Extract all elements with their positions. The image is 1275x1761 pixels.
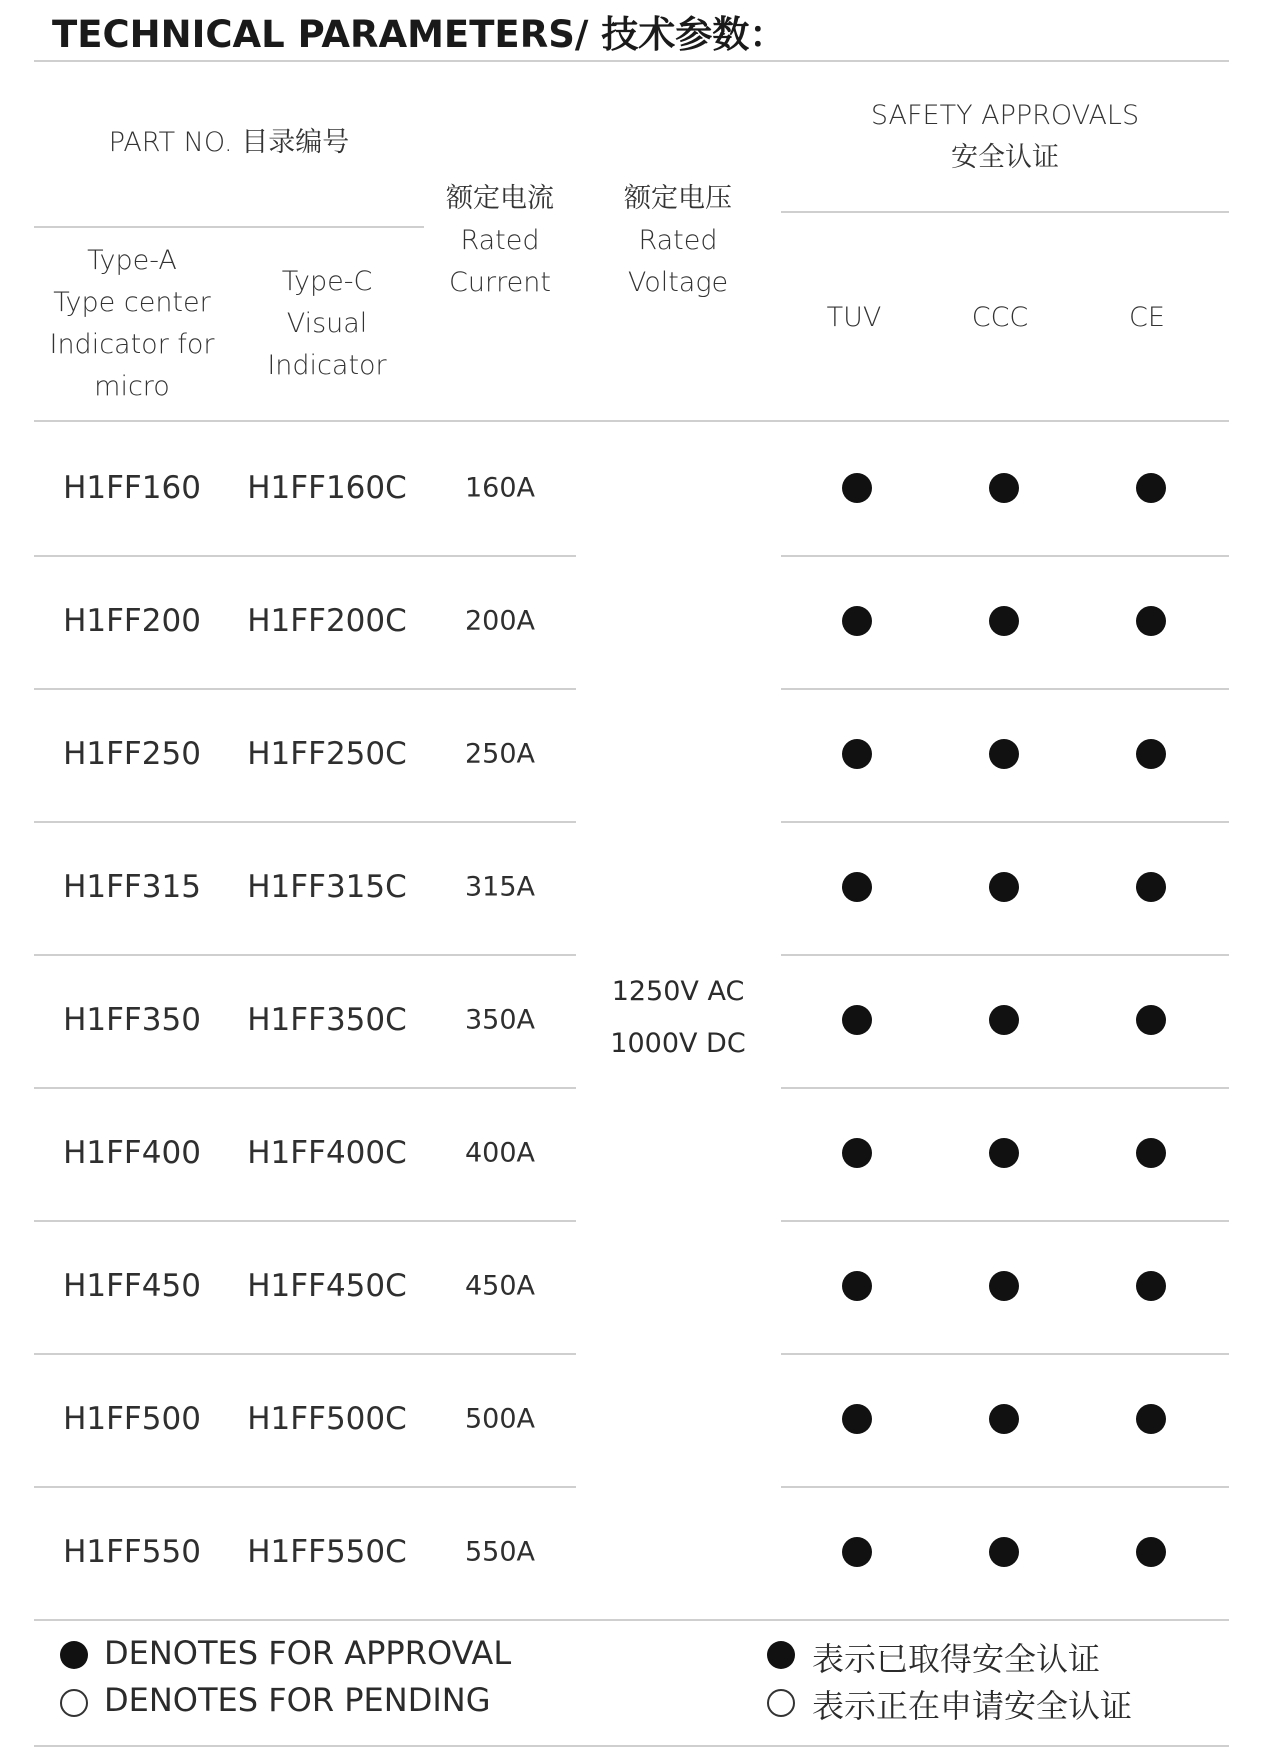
type-c-part-no: H1FF500C	[247, 1401, 407, 1437]
ccc-approval-dot-icon	[989, 1138, 1019, 1168]
ccc-approval-dot-icon	[989, 473, 1019, 503]
ccc-approval-dot-icon	[989, 1537, 1019, 1567]
ccc-approval-dot-icon	[989, 739, 1019, 769]
tuv-approval-dot-icon	[842, 1537, 872, 1567]
row-divider	[34, 1220, 576, 1222]
row-divider	[34, 1619, 1229, 1621]
ce-approval-dot-icon	[1136, 1138, 1166, 1168]
rated-current-value: 315A	[464, 871, 536, 903]
type-c-part-no: H1FF400C	[247, 1135, 407, 1171]
rated-current-value: 200A	[464, 605, 536, 637]
pending-circle-icon	[767, 1689, 795, 1717]
row-divider	[781, 1353, 1229, 1355]
tuv-approval-dot-icon	[842, 872, 872, 902]
legend-approved-cn: 表示已取得安全认证	[812, 1640, 1101, 1678]
safety-approvals-header: SAFETY APPROVALS 安全认证	[870, 100, 1140, 173]
ccc-approval-dot-icon	[989, 1271, 1019, 1301]
part-no-rule	[34, 226, 424, 228]
type-a-part-no: H1FF200	[63, 603, 201, 639]
ce-approval-dot-icon	[1136, 1271, 1166, 1301]
row-divider	[781, 1087, 1229, 1089]
row-divider	[34, 1486, 576, 1488]
rated-current-value: 550A	[464, 1536, 536, 1568]
ce-approval-dot-icon	[1136, 739, 1166, 769]
ce-approval-dot-icon	[1136, 872, 1166, 902]
row-divider	[34, 1087, 576, 1089]
part-no-header: PART NO. 目录编号	[108, 127, 350, 158]
row-divider	[34, 555, 576, 557]
bottom-rule	[34, 1745, 1229, 1747]
approved-dot-icon	[60, 1641, 88, 1669]
row-divider	[781, 1486, 1229, 1488]
type-c-part-no: H1FF250C	[247, 736, 407, 772]
safety-rule	[781, 211, 1229, 213]
tuv-header: TUV	[826, 302, 882, 333]
type-c-part-no: H1FF160C	[247, 470, 407, 506]
header-bottom-rule	[34, 420, 1229, 422]
tuv-approval-dot-icon	[842, 1404, 872, 1434]
row-divider	[34, 821, 576, 823]
type-c-part-no: H1FF450C	[247, 1268, 407, 1304]
ccc-approval-dot-icon	[989, 1005, 1019, 1035]
type-c-part-no: H1FF350C	[247, 1002, 407, 1038]
pending-circle-icon	[60, 1689, 88, 1717]
rated-current-header: 额定电流 Rated Current	[446, 183, 554, 298]
row-divider	[34, 688, 576, 690]
ce-header: CE	[1129, 302, 1165, 333]
legend-pending-cn: 表示正在申请安全认证	[812, 1687, 1133, 1725]
rated-voltage-header: 额定电压 Rated Voltage	[624, 183, 732, 298]
row-divider	[781, 1220, 1229, 1222]
legend-pending-en: DENOTES FOR PENDING	[104, 1681, 491, 1719]
row-divider	[781, 688, 1229, 690]
rated-current-value: 500A	[464, 1403, 536, 1435]
ccc-approval-dot-icon	[989, 606, 1019, 636]
tuv-approval-dot-icon	[842, 1005, 872, 1035]
ce-approval-dot-icon	[1136, 473, 1166, 503]
row-divider	[781, 555, 1229, 557]
row-divider	[34, 954, 576, 956]
rated-current-value: 350A	[464, 1004, 536, 1036]
type-a-header: Type-A Type center Indicator for micro	[49, 245, 215, 402]
tuv-approval-dot-icon	[842, 739, 872, 769]
row-divider	[34, 1353, 576, 1355]
type-a-part-no: H1FF450	[63, 1268, 201, 1304]
tuv-approval-dot-icon	[842, 1138, 872, 1168]
rated-current-value: 450A	[464, 1270, 536, 1302]
row-divider	[781, 954, 1229, 956]
approved-dot-icon	[767, 1641, 795, 1669]
ce-approval-dot-icon	[1136, 1005, 1166, 1035]
tuv-approval-dot-icon	[842, 606, 872, 636]
type-c-header: Type-C Visual Indicator	[267, 266, 387, 381]
type-c-part-no: H1FF200C	[247, 603, 407, 639]
type-a-part-no: H1FF315	[63, 869, 201, 905]
title-rule	[34, 60, 1229, 62]
page-title: TECHNICAL PARAMETERS/ 技术参数：	[52, 13, 787, 56]
rated-current-value: 250A	[464, 738, 536, 770]
ccc-header: CCC	[971, 302, 1029, 333]
legend-approved-en: DENOTES FOR APPROVAL	[104, 1634, 512, 1672]
type-a-part-no: H1FF250	[63, 736, 201, 772]
row-divider	[781, 821, 1229, 823]
tuv-approval-dot-icon	[842, 1271, 872, 1301]
ce-approval-dot-icon	[1136, 606, 1166, 636]
type-c-part-no: H1FF550C	[247, 1534, 407, 1570]
rated-voltage-value: 1250V AC 1000V DC	[610, 976, 746, 1059]
type-a-part-no: H1FF160	[63, 470, 201, 506]
tuv-approval-dot-icon	[842, 473, 872, 503]
rated-current-value: 400A	[464, 1137, 536, 1169]
type-a-part-no: H1FF550	[63, 1534, 201, 1570]
type-a-part-no: H1FF350	[63, 1002, 201, 1038]
type-c-part-no: H1FF315C	[247, 869, 407, 905]
ce-approval-dot-icon	[1136, 1404, 1166, 1434]
rated-current-value: 160A	[464, 472, 536, 504]
type-a-part-no: H1FF500	[63, 1401, 201, 1437]
ce-approval-dot-icon	[1136, 1537, 1166, 1567]
ccc-approval-dot-icon	[989, 1404, 1019, 1434]
ccc-approval-dot-icon	[989, 872, 1019, 902]
type-a-part-no: H1FF400	[63, 1135, 201, 1171]
